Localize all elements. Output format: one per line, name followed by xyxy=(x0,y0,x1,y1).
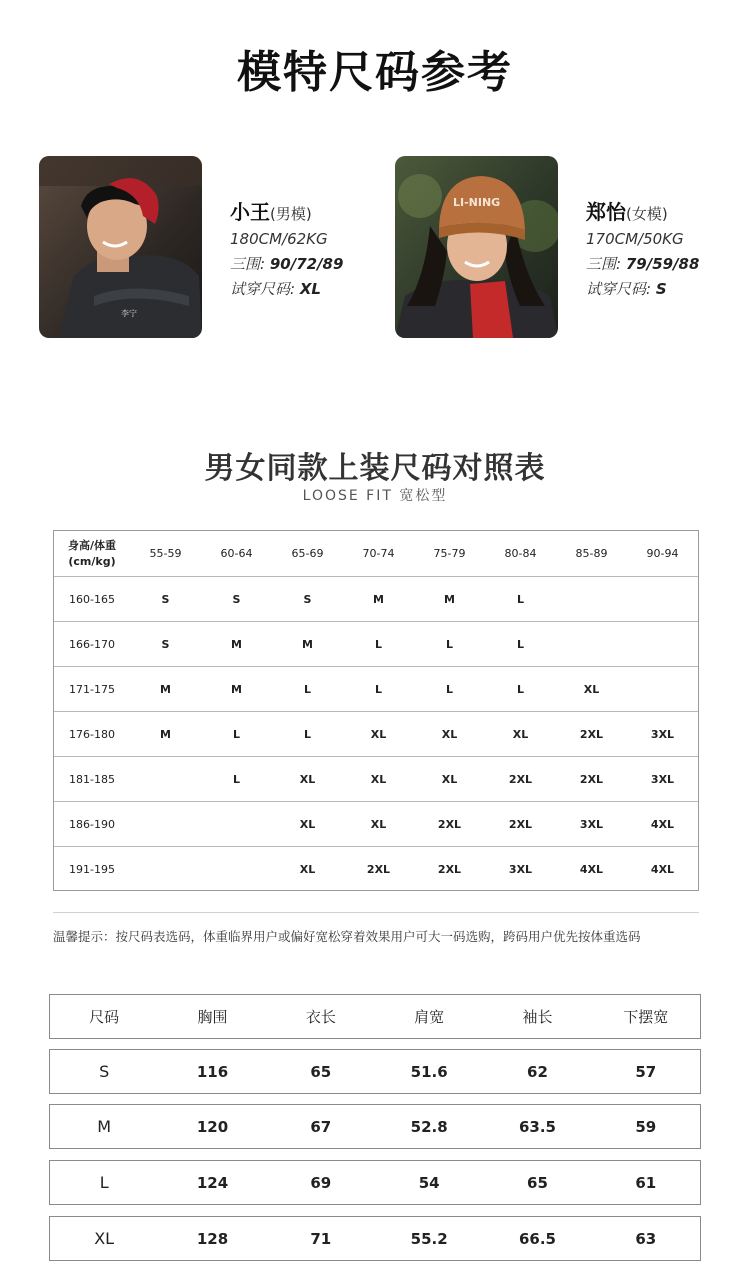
header-height-weight xyxy=(54,538,130,570)
size-cell: XL xyxy=(299,862,316,876)
height-cell: 176-180 xyxy=(69,727,115,741)
size-cell: S xyxy=(161,592,170,606)
height-cell: 166-170 xyxy=(69,637,115,651)
size-cell: XL xyxy=(94,1229,115,1248)
size-cell: L xyxy=(303,682,311,696)
size-cell: M xyxy=(97,1117,112,1136)
weight-header: 75-79 xyxy=(433,547,466,560)
height-cell: 191-195 xyxy=(69,862,115,876)
size-cell: 3XL xyxy=(579,817,604,831)
measure-header: 下摆宽 xyxy=(623,1008,669,1026)
measure-header-row xyxy=(49,994,701,1039)
header-line-2: (cm/kg) xyxy=(68,554,116,568)
size-cell: 2XL xyxy=(437,817,462,831)
chest-cell: 124 xyxy=(196,1173,229,1192)
page-title: 模特尺码参考 xyxy=(237,47,513,98)
height-cell: 171-175 xyxy=(69,682,115,696)
shoulder-cell: 52.8 xyxy=(410,1117,448,1136)
table-row xyxy=(49,1049,701,1094)
sleeve-cell: 62 xyxy=(527,1062,548,1081)
table-row xyxy=(49,1216,701,1261)
size-cell: 3XL xyxy=(650,772,675,786)
shoulder-cell: 51.6 xyxy=(410,1062,448,1081)
height-cell: 186-190 xyxy=(69,817,115,831)
table-row xyxy=(54,801,698,846)
size-cell: XL xyxy=(370,727,387,741)
shoulder-cell: 55.2 xyxy=(410,1229,448,1248)
size-cell: XL xyxy=(441,727,458,741)
size-cell: XL xyxy=(583,682,600,696)
model-height-weight: 180CM/62KG xyxy=(230,230,328,248)
svg-text:李宁: 李宁 xyxy=(121,309,137,318)
size-cell: 4XL xyxy=(650,862,675,876)
size-cell: XL xyxy=(299,772,316,786)
size-cell: 2XL xyxy=(508,772,533,786)
size-cell: L xyxy=(445,682,453,696)
weight-header: 55-59 xyxy=(149,547,182,560)
size-chart-header-row xyxy=(54,531,698,576)
model-role: (女模) xyxy=(626,205,668,223)
model-role: (男模) xyxy=(270,205,312,223)
model-measurements: 90/72/89 xyxy=(269,255,344,273)
table-row xyxy=(49,1160,701,1205)
size-cell: S xyxy=(99,1062,110,1081)
model-tried-size: S xyxy=(655,280,667,298)
hem-cell: 61 xyxy=(635,1173,657,1192)
size-cell: S xyxy=(303,592,312,606)
weight-header: 90-94 xyxy=(646,547,679,560)
size-cell: 2XL xyxy=(437,862,462,876)
length-cell: 67 xyxy=(310,1117,332,1136)
size-cell: M xyxy=(302,637,313,651)
length-cell: 71 xyxy=(310,1229,332,1248)
size-cell: XL xyxy=(512,727,529,741)
size-cell: 3XL xyxy=(650,727,675,741)
size-cell: L xyxy=(374,682,382,696)
size-cell: 2XL xyxy=(579,772,604,786)
table-row xyxy=(54,711,698,756)
beanie-logo-text: LI-NING xyxy=(453,196,501,209)
weight-header: 65-69 xyxy=(291,547,324,560)
table-row xyxy=(54,576,698,621)
hem-cell: 63 xyxy=(635,1229,657,1248)
height-cell: 160-165 xyxy=(69,592,115,606)
model-name: 小王 xyxy=(230,200,270,224)
size-cell: 4XL xyxy=(650,817,675,831)
size-cell: L xyxy=(99,1173,109,1192)
chest-cell: 116 xyxy=(196,1062,229,1081)
size-cell: M xyxy=(373,592,384,606)
table-row xyxy=(49,1104,701,1149)
size-cell: M xyxy=(160,727,171,741)
measure-header: 胸围 xyxy=(197,1008,228,1026)
measurements-label: 三围: xyxy=(230,255,266,273)
male-model-info xyxy=(230,200,343,302)
female-model-info xyxy=(586,200,699,302)
size-chart-title: 男女同款上装尺码对照表 xyxy=(204,451,546,486)
weight-header: 80-84 xyxy=(504,547,537,560)
size-cell: M xyxy=(231,637,242,651)
hem-cell: 59 xyxy=(635,1117,657,1136)
size-cell: 3XL xyxy=(508,862,533,876)
size-cell: 4XL xyxy=(579,862,604,876)
table-row xyxy=(54,756,698,801)
table-row xyxy=(54,666,698,711)
size-cell: L xyxy=(303,727,311,741)
size-tip-text: 温馨提示：按尺码表选码，体重临界用户或偏好宽松穿着效果用户可大一码选购，跨码用户优先按体重选码 xyxy=(53,929,641,944)
weight-header: 85-89 xyxy=(575,547,608,560)
measure-header: 袖长 xyxy=(522,1008,553,1026)
weight-header: 60-64 xyxy=(220,547,253,560)
measure-header: 肩宽 xyxy=(414,1008,445,1026)
size-cell: XL xyxy=(370,817,387,831)
chest-cell: 120 xyxy=(196,1117,229,1136)
measure-header: 衣长 xyxy=(305,1008,336,1026)
size-cell: 2XL xyxy=(366,862,391,876)
model-name: 郑怡 xyxy=(586,200,626,224)
divider xyxy=(53,912,699,913)
size-chart-subtitle: LOOSE FIT 宽松型 xyxy=(302,488,448,504)
shoulder-cell: 54 xyxy=(418,1173,440,1192)
sleeve-cell: 63.5 xyxy=(518,1117,556,1136)
size-cell: L xyxy=(516,682,524,696)
size-cell: L xyxy=(374,637,382,651)
measurements-label: 三围: xyxy=(586,255,622,273)
size-cell: XL xyxy=(370,772,387,786)
male-model-photo xyxy=(39,156,202,338)
size-cell: L xyxy=(445,637,453,651)
size-cell: M xyxy=(231,682,242,696)
female-model-photo xyxy=(395,156,558,338)
table-row xyxy=(54,846,698,891)
hem-cell: 57 xyxy=(635,1062,657,1081)
size-cell: L xyxy=(516,592,524,606)
size-cell: M xyxy=(160,682,171,696)
size-cell: L xyxy=(232,727,240,741)
size-chart-table xyxy=(53,530,699,891)
model-measurements: 79/59/88 xyxy=(625,255,700,273)
model-tried-size: XL xyxy=(299,280,321,298)
header-line-1: 身高/体重 xyxy=(67,538,117,552)
model-height-weight: 170CM/50KG xyxy=(586,230,684,248)
sleeve-cell: 66.5 xyxy=(518,1229,556,1248)
size-cell: 2XL xyxy=(508,817,533,831)
chest-cell: 128 xyxy=(196,1229,229,1248)
measure-header: 尺码 xyxy=(89,1008,120,1026)
table-row xyxy=(54,621,698,666)
size-cell: L xyxy=(516,637,524,651)
length-cell: 65 xyxy=(310,1062,332,1081)
size-cell: 2XL xyxy=(579,727,604,741)
tried-size-label: 试穿尺码: xyxy=(586,280,652,298)
size-cell: XL xyxy=(299,817,316,831)
sleeve-cell: 65 xyxy=(527,1173,548,1192)
tried-size-label: 试穿尺码: xyxy=(230,280,296,298)
weight-header: 70-74 xyxy=(362,547,395,560)
size-cell: S xyxy=(161,637,170,651)
size-cell: M xyxy=(444,592,455,606)
height-cell: 181-185 xyxy=(69,772,115,786)
size-cell: L xyxy=(232,772,240,786)
length-cell: 69 xyxy=(310,1173,332,1192)
size-cell: S xyxy=(232,592,241,606)
size-cell: XL xyxy=(441,772,458,786)
